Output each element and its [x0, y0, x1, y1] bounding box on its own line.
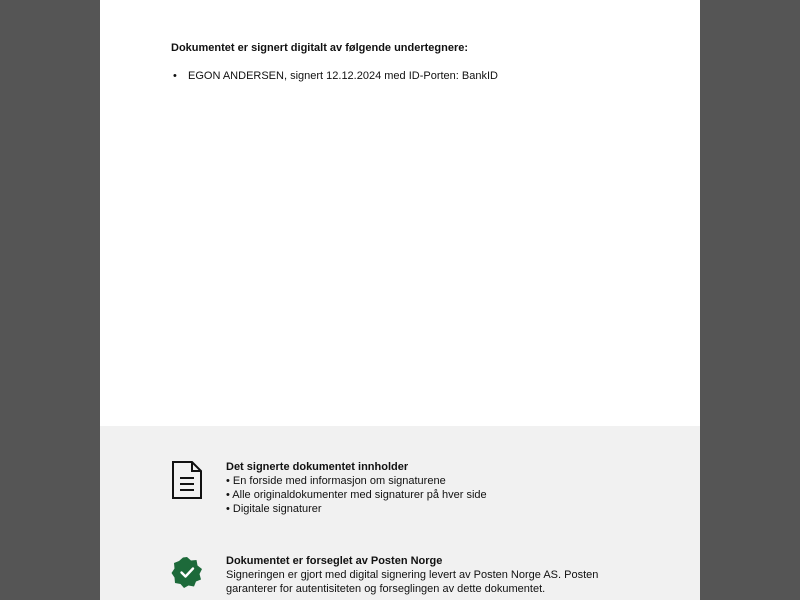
signer-entry: EGON ANDERSEN, signert 12.12.2024 med ID-Porten: BankID [188, 70, 498, 82]
document-contents-text [226, 460, 487, 516]
seal-title: Dokumentet er forseglet av Posten Norge [226, 555, 443, 567]
list-item: • Alle originaldokumenter med signaturer på hver side [226, 489, 487, 501]
bullet: • [173, 70, 177, 82]
document-icon [170, 460, 204, 500]
document-page [100, 0, 700, 600]
signer-list [171, 70, 498, 82]
seal-section [170, 554, 606, 596]
list-item: • En forside med informasjon om signaturene [226, 475, 446, 487]
seal-description: Signeringen er gjort med digital signering levert av Posten Norge AS. Posten garanterer for autentisiteten og forseglingen av dette dokumentet. [226, 569, 599, 595]
seal-text [226, 554, 606, 596]
signature-info-footer [100, 426, 700, 600]
document-contents-section [170, 460, 487, 516]
list-item: • Digitale signaturer [226, 503, 322, 515]
list-item [171, 70, 498, 82]
verified-seal-icon [170, 554, 204, 594]
document-contents-title: Det signerte dokumentet innholder [226, 461, 409, 473]
signers-heading: Dokumentet er signert digitalt av følgende undertegnere: [171, 42, 469, 54]
